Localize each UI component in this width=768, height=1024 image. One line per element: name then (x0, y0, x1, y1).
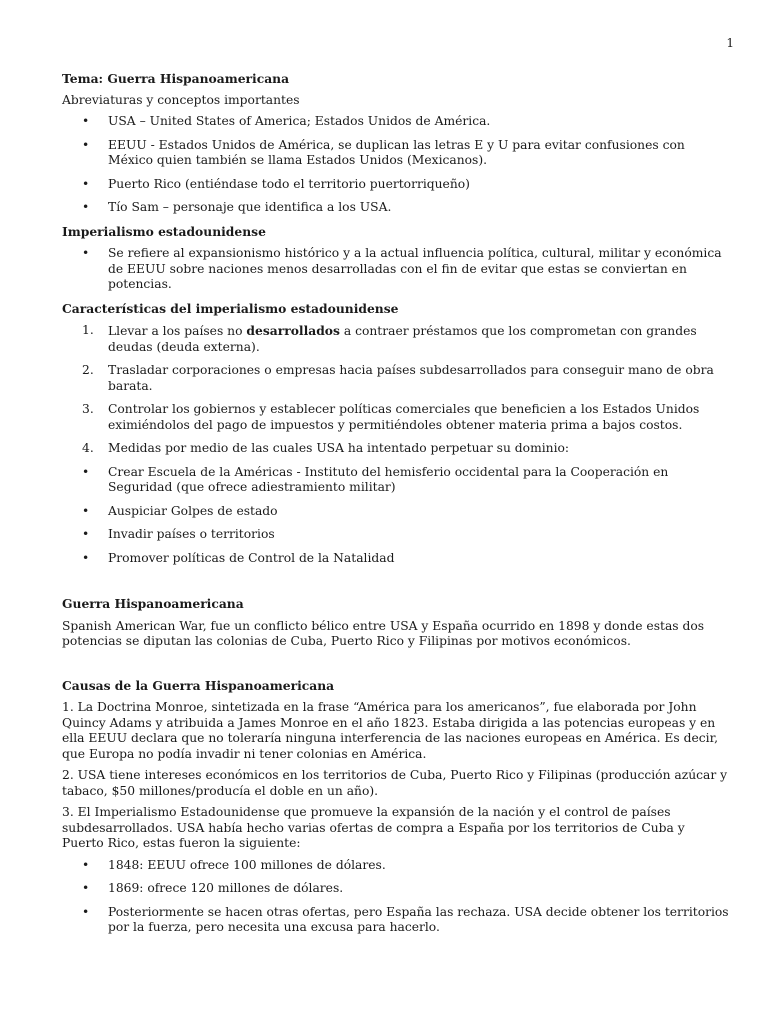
list-item: • Puerto Rico (entiéndase todo el territorio puertorriqueño) (62, 177, 730, 193)
measures-list (62, 465, 730, 567)
list-item: • Auspiciar Golpes de estado (62, 504, 730, 520)
spacer (62, 574, 730, 596)
numbered-item (62, 441, 730, 457)
list-item: • EEUU - Estados Unidos de América, se duplican las letras E y U para evitar confusiones con México quien también se llama Estados Unidos (Mexicanos). (62, 138, 730, 169)
document-title: Tema: Guerra Hispanoamericana (62, 71, 290, 86)
characteristics-numbered-list (62, 323, 730, 457)
item-number: 4. (82, 441, 94, 455)
item-number: 1. (82, 323, 94, 337)
cause-paragraph: 1. La Doctrina Monroe, sintetizada en la frase “América para los americanos”, fue elaborada por John Quincy Adams y atribuida a James Monroe en el año 1823. Estaba dirigida a las potencias europeas y en ella EEUU declara que no toleraría ninguna interferencia de las naciones europeas en América. Es decir, que Europa no podía invadir ni tener colonias en América. (62, 700, 719, 761)
numbered-item (62, 363, 730, 394)
numbered-item (62, 323, 730, 355)
list-item: • 1869: ofrece 120 millones de dólares. (62, 881, 730, 897)
imperialism-list (62, 246, 730, 293)
war-paragraph: Spanish American War, fue un conflicto bélico entre USA y España ocurrido en 1898 y donde estas dos potencias se diputan las colonias de Cuba, Puerto Rico y Filipinas por motivos económicos. (62, 618, 705, 648)
item-number: 2. (82, 363, 94, 377)
list-item: • Crear Escuela de la Américas - Instituto del hemisferio occidental para la Cooperación en Seguridad (que ofrece adiestramiento militar) (62, 465, 730, 496)
section-heading-characteristics: Características del imperialismo estadounidense (62, 300, 399, 316)
item-number: 3. (82, 402, 94, 416)
list-item: • Invadir países o territorios (62, 527, 730, 543)
cause-paragraph: 3. El Imperialismo Estadounidense que promueve la expansión de la nación y el control de países subdesarrollados. USA había hecho varias ofertas de compra a España por los territorios de Cuba y Puerto Rico, estas fueron la siguiente: (62, 805, 685, 850)
item-text-end: a contraer préstamos que los comprometan con grandes deudas (deuda externa). (108, 324, 697, 354)
document-body (62, 71, 730, 944)
item-text: Llevar a los países no (108, 324, 247, 338)
intro-text: Abreviaturas y conceptos importantes (62, 92, 300, 107)
section-heading-war: Guerra Hispanoamericana (62, 596, 244, 611)
abbreviations-list (62, 114, 730, 216)
list-item: • Posteriormente se hacen otras ofertas, pero España las rechaza. USA decide obtener los territorios por la fuerza, pero necesita una excusa para hacerlo. (62, 905, 730, 936)
cause-paragraph: 2. USA tiene intereses económicos en los territorios de Cuba, Puerto Rico y Filipinas (producción azúcar y tabaco, $50 millones/producía el doble en un año). (62, 768, 728, 798)
page-number: 1 (726, 36, 734, 50)
list-item: • Se refiere al expansionismo histórico y a la actual influencia política, cultural, militar y económica de EEUU sobre naciones menos desarrolladas con el fin de evitar que estas se conviertan en potencias. (62, 246, 730, 293)
item-text: Trasladar corporaciones o empresas hacia países subdesarrollados para conseguir mano de obra barata. (108, 363, 714, 393)
item-text: Medidas por medio de las cuales USA ha intentado perpetuar su dominio: (108, 441, 570, 455)
item-emphasis: desarrollados (246, 323, 340, 338)
section-heading-causes: Causas de la Guerra Hispanoamericana (62, 677, 335, 693)
offers-list (62, 858, 730, 936)
item-text: Controlar los gobiernos y establecer políticas comerciales que beneficien a los Estados Unidos eximiéndolos del pago de impuestos y permitiéndoles obtener materia prima a bajos costos. (108, 402, 700, 432)
list-item: • Tío Sam – personaje que identifica a los USA. (62, 200, 730, 216)
list-item: • 1848: EEUU ofrece 100 millones de dólares. (62, 858, 730, 874)
list-item: • Promover políticas de Control de la Natalidad (62, 551, 730, 567)
section-heading-imperialism: Imperialismo estadounidense (62, 223, 266, 239)
spacer (62, 656, 730, 678)
numbered-item (62, 402, 730, 433)
list-item: • USA – United States of America; Estados Unidos de América. (62, 114, 730, 130)
